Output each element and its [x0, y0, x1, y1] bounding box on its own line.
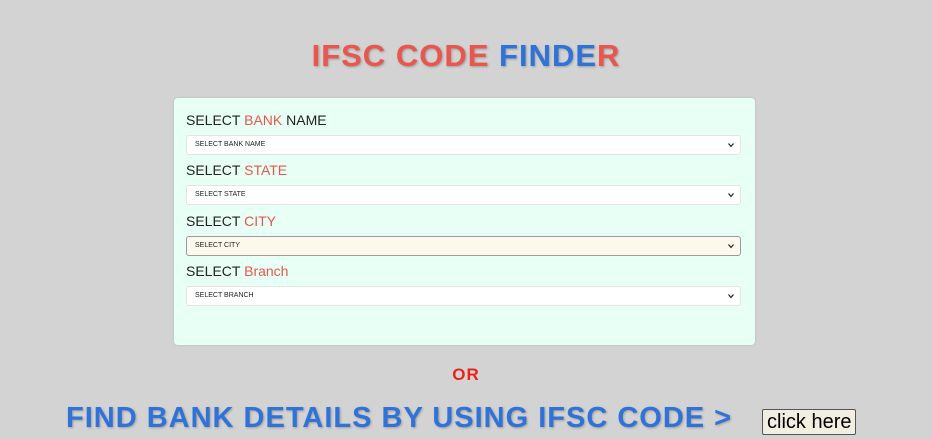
- title-word-finder: FINDE: [499, 38, 598, 73]
- page-title: [0, 38, 932, 74]
- or-divider: OR: [452, 365, 480, 384]
- title-word-finder-end: R: [597, 38, 621, 73]
- chevron-down-icon: [728, 293, 734, 299]
- title-word-code: CODE: [395, 38, 490, 73]
- branch-select[interactable]: [186, 286, 741, 306]
- chevron-down-icon: [728, 243, 734, 249]
- city-select-value: SELECT CITY: [195, 242, 240, 249]
- state-select-value: SELECT STATE: [195, 191, 246, 198]
- bank-label-prefix: SELECT: [186, 112, 245, 128]
- branch-select-value: SELECT BRANCH: [195, 292, 254, 299]
- bank-select-value: SELECT BANK NAME: [195, 141, 266, 148]
- state-label-highlight: STATE: [244, 162, 288, 178]
- state-select[interactable]: [186, 185, 741, 205]
- bank-label-highlight: BANK: [244, 112, 283, 128]
- state-label-prefix: SELECT: [186, 162, 245, 178]
- search-form-panel: [174, 98, 755, 345]
- click-here-button[interactable]: click here: [762, 409, 856, 435]
- city-label-prefix: SELECT: [186, 213, 245, 229]
- branch-label-highlight: Branch: [244, 263, 289, 279]
- city-label-highlight: CITY: [244, 213, 276, 229]
- city-label: [186, 213, 276, 229]
- branch-label-prefix: SELECT: [186, 263, 245, 279]
- chevron-down-icon: [728, 142, 734, 148]
- city-select[interactable]: [186, 236, 741, 256]
- bank-select[interactable]: [186, 135, 741, 155]
- branch-label: [186, 263, 288, 279]
- state-label: [186, 162, 287, 178]
- find-by-ifsc-heading: FIND BANK DETAILS BY USING IFSC CODE >: [66, 402, 733, 434]
- title-word-ifsc: IFSC: [311, 38, 387, 73]
- bank-label-suffix: NAME: [282, 112, 327, 128]
- chevron-down-icon: [728, 192, 734, 198]
- bank-label: [186, 112, 327, 128]
